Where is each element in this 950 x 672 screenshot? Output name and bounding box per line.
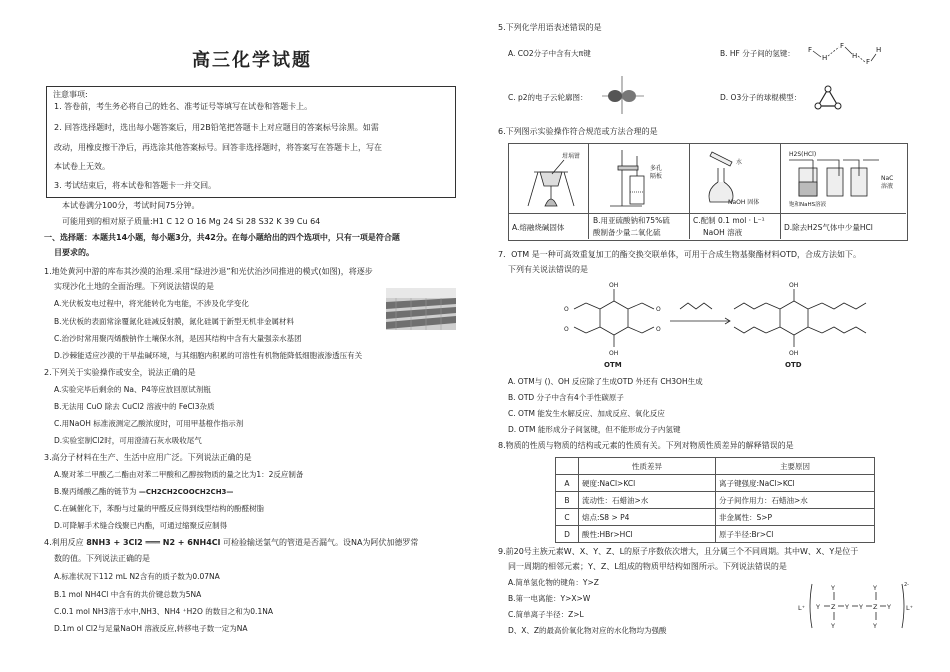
otd-label: OTD xyxy=(785,361,802,369)
section-heading-cont: 目要求的。 xyxy=(54,248,94,257)
apparatus-label: 隔板 xyxy=(650,173,663,180)
q7-stem: 7．OTM 是一种可高效重复加工的酯交换交联单体，可用于合成生物基聚酯材料OTD，合成方法如下。 xyxy=(498,250,862,259)
svg-text:OH: OH xyxy=(609,282,619,289)
q4-reaction-formula: 8NH3 + 3Cl2 ═══ N2 + 6NH4Cl xyxy=(86,538,221,547)
q3-option-b-text: B.聚丙烯酸乙酯的链节为 xyxy=(54,487,137,496)
svg-text:OH: OH xyxy=(609,350,619,357)
hf-hydrogen-bond-diagram xyxy=(806,38,888,68)
compound-structure-diagram xyxy=(798,578,918,634)
section-heading: 一、选择题：本题共14小题，每小题3分，共42分。在每小题给出的四个选项中，只有一项是符合题 xyxy=(44,233,400,242)
q2-option-b: B.无法用 CuO 除去 CuCl2 溶液中的 FeCl3杂质 xyxy=(54,402,215,411)
q4-option-b: B.1 mol NH4Cl 中含有的共价键总数为5NA xyxy=(54,590,202,599)
notice-line: 3. 考试结束后，将本试卷和答题卡一并交回。 xyxy=(54,181,217,190)
svg-text:Y: Y xyxy=(859,603,863,611)
svg-text:F: F xyxy=(866,58,871,66)
atomic-masses: 可能用到的相对原子质量:H1 C 12 O 16 Mg 24 Si 28 S32 K 39 Cu 64 xyxy=(62,217,321,226)
q1-stem: 实现沙化土地的全面治理。下列说法错误的是 xyxy=(54,282,214,291)
table-cell: 非金属性：S>P xyxy=(716,509,875,526)
q6-caption-c: NaOH 溶液 xyxy=(703,228,743,237)
cation-label: L⁺ xyxy=(798,604,806,612)
svg-text:O: O xyxy=(564,306,569,313)
anion-charge: 2- xyxy=(904,582,909,588)
svg-text:Y: Y xyxy=(873,584,877,592)
q1-stem: 1.地处黄河中游的库布其沙漠的治理.采用“绿进沙退”和光伏治沙同推进的模式(如图)，将逐步 xyxy=(44,267,373,276)
q9-option-d: D、X、Z的最高价氧化物对应的水化物均为强酸 xyxy=(508,626,667,635)
table-row xyxy=(556,526,875,543)
table-cell: 离子键强度:NaCl>KCl xyxy=(716,475,875,492)
svg-text:Y: Y xyxy=(831,622,835,630)
svg-text:OH: OH xyxy=(789,350,799,357)
q6-caption-c: C.配制 0.1 mol · L⁻¹ xyxy=(693,216,765,225)
table-cell: B xyxy=(556,492,579,509)
svg-text:H: H xyxy=(852,52,858,60)
apparatus-label: 坩埚钳 xyxy=(562,153,581,160)
q1-option-a: A.光伏板发电过程中，将光能转化为电能，不涉及化学变化 xyxy=(54,299,249,308)
q9-stem: 9.前20号主族元素W、X、Y、Z、L的原子序数依次增大，且分属三个不同周期。其中W、X、Y是位于 xyxy=(498,547,859,556)
svg-text:OH: OH xyxy=(789,282,799,289)
q1-option-d: D.沙棘能适应沙漠的干旱盐碱环境，与其细胞内积累的可溶性有机物能降低细胞液渗透压有关 xyxy=(54,351,363,360)
q2-option-d: D.实验室制Cl2时，可用澄清石灰水吸收尾气 xyxy=(54,436,202,445)
svg-text:O: O xyxy=(656,306,661,313)
q5-option-d: D. O3分子的球棍模型： xyxy=(720,93,802,102)
q5-option-a: A. CO2分子中含有大π键 xyxy=(508,49,591,58)
svg-text:H: H xyxy=(876,46,882,54)
solar-panel-photo xyxy=(386,288,456,330)
svg-text:O: O xyxy=(564,326,569,333)
crucible-apparatus-icon xyxy=(512,146,586,212)
notice-line: 本试卷上无效。 xyxy=(54,162,110,171)
gas-generator-apparatus-icon xyxy=(592,146,686,212)
p-orbital-icon xyxy=(598,72,648,118)
apparatus-label: 水 xyxy=(736,159,743,166)
q2-option-a: A.实验完毕后剩余的 Na、P4等应放回原试剂瓶 xyxy=(54,385,211,394)
q1-option-b: B.光伏板的表面常涂覆氮化硅减反射膜，氮化硅属于新型无机非金属材料 xyxy=(54,317,295,326)
table-cell: 流动性：石蜡油>水 xyxy=(579,492,716,509)
q3-option-d: D.可降解手术缝合线聚已内酯，可通过缩聚反应制得 xyxy=(54,521,228,530)
q4-stem: 数的值。下列说法正确的是 xyxy=(54,554,150,563)
table-cell: 熔点:S8 > P4 xyxy=(579,509,716,526)
svg-text:Y: Y xyxy=(845,603,849,611)
apparatus-label: NaOH 固体 xyxy=(728,199,760,206)
apparatus-label: 饱和NaHS溶液 xyxy=(789,202,827,208)
q3-stem: 3.高分子材料在生产、生活中应用广泛。下列说法正确的是 xyxy=(44,453,252,462)
table-row xyxy=(556,492,875,509)
q6-caption-b: 酸制备少量二氧化硫 xyxy=(593,228,661,237)
exam-info: 本试卷满分100分，考试时间75分钟。 xyxy=(62,201,200,210)
svg-text:Y: Y xyxy=(816,603,820,611)
svg-text:Z: Z xyxy=(831,603,836,611)
divider xyxy=(588,143,589,239)
apparatus-label: 溶液 xyxy=(881,183,894,190)
q3-option-a: A.聚对苯二甲酸乙二酯由对苯二甲酸和乙醇按物质的量之比为1：2反应制备 xyxy=(54,470,304,479)
q9-option-c: C.简单离子半径：Z>L xyxy=(508,610,584,619)
svg-text:Y: Y xyxy=(887,603,891,611)
table-cell: 硬度:NaCl>KCl xyxy=(579,475,716,492)
q4-stem-post: 可检验输送氯气的管道是否漏气。设NA为阿伏加德罗常 xyxy=(222,538,419,547)
notice-line: 改动，用橡皮擦干净后，再选涂其他答案标号。回答非选择题时，将答案写在答题卡上，写在 xyxy=(54,143,382,152)
svg-text:O: O xyxy=(656,326,661,333)
svg-text:F: F xyxy=(840,42,845,50)
q8-stem: 8.物质的性质与物质的结构或元素的性质有关。下列对物质性质差异的解释错误的是 xyxy=(498,441,794,450)
apparatus-label: H2S(HCl) xyxy=(789,151,817,158)
q9-stem: 同一周期的相邻元素；Y、Z、L组成的物质甲结构如图所示。下列说法错误的是 xyxy=(508,562,787,571)
q9-option-a: A.简单氢化物的键角：Y>Z xyxy=(508,578,599,587)
table-header-row xyxy=(556,458,875,475)
q4-stem xyxy=(44,537,418,549)
cation-label: L⁺ xyxy=(906,604,914,612)
q4-option-c: C.0.1 mol NH3溶于水中,NH3、NH4 ⁺H2O 的数目之和为0.1NA xyxy=(54,607,273,616)
q4-stem-pre: 4.利用反应 xyxy=(44,538,84,547)
volumetric-flask-icon xyxy=(692,146,778,212)
q1-option-c: C.治沙时常用聚丙烯酸钠作土壤保水剂，是因其结构中含有大量强亲水基团 xyxy=(54,334,302,343)
q5-option-b: B. HF 分子间的氢键： xyxy=(720,49,795,58)
otm-synthesis-scheme xyxy=(540,279,890,369)
q9-option-b: B.第一电离能：Y>X>W xyxy=(508,594,591,603)
q7-option-a: A. OTM与 ()、OH 反应除了生成OTD 外还有 CH3OH生成 xyxy=(508,377,703,386)
q7-option-d: D. OTM 能形成分子间氢键，但不能形成分子内氢键 xyxy=(508,425,681,434)
gas-washing-apparatus-icon xyxy=(783,146,903,212)
table-cell: 原子半径:Br>Cl xyxy=(716,526,875,543)
divider xyxy=(508,213,906,214)
table-row xyxy=(556,509,875,526)
q7-option-c: C. OTM 能发生水解反应、加成反应、氧化反应 xyxy=(508,409,665,418)
ozone-ball-stick-model xyxy=(812,84,844,112)
divider xyxy=(689,143,690,239)
table-cell: D xyxy=(556,526,579,543)
table-cell: C xyxy=(556,509,579,526)
q3-option-c: C.在碱催化下，苯酚与过量的甲醛反应得到线型结构的酚醛树脂 xyxy=(54,504,265,513)
q6-caption-a: A.熔融烧碱固体 xyxy=(512,223,565,232)
q5-stem: 5.下列化学用语表述错误的是 xyxy=(498,23,602,32)
table-cell: A xyxy=(556,475,579,492)
q7-stem: 下列有关说法错误的是 xyxy=(508,265,588,274)
otm-label: OTM xyxy=(604,361,622,369)
table-header-cell: 性质差异 xyxy=(579,458,716,475)
table-cell: 酸性:HBr>HCl xyxy=(579,526,716,543)
svg-text:Y: Y xyxy=(831,584,835,592)
divider xyxy=(780,143,781,239)
q3-option-b xyxy=(54,486,233,498)
exam-title: 高三化学试题 xyxy=(192,50,312,71)
q6-stem: 6.下列图示实验操作符合规范或方法合理的是 xyxy=(498,127,658,136)
svg-text:Z: Z xyxy=(873,603,878,611)
table-row xyxy=(556,475,875,492)
svg-text:Y: Y xyxy=(873,622,877,630)
q5-option-c: C. p2的电子云轮廓图： xyxy=(508,93,588,102)
notice-line: 2. 回答选择题时，选出每小题答案后，用2B铅笔把答题卡上对应题目的答案标号涂黑。如需 xyxy=(54,123,379,132)
q4-option-d: D.1m ol Cl2与足量NaOH 溶液反应,转移电子数一定为NA xyxy=(54,624,248,633)
q2-option-c: C.用NaOH 标准液测定乙酸浓度时，可用甲基橙作指示剂 xyxy=(54,419,244,428)
svg-text:F: F xyxy=(808,46,813,54)
q2-stem: 2.下列关于实验操作或安全，说法正确的是 xyxy=(44,368,196,377)
q7-option-b: B. OTD 分子中含有4个手性碳原子 xyxy=(508,393,624,402)
q8-table xyxy=(555,457,875,543)
notice-header: 注意事项: xyxy=(53,90,88,99)
q4-option-a: A.标准状况下112 mL N2含有的质子数为0.07NA xyxy=(54,572,220,581)
apparatus-label: 多孔 xyxy=(650,165,663,172)
q6-caption-b: B.用亚硫酸钠和75%硫 xyxy=(593,216,670,225)
table-header-cell: 主要原因 xyxy=(716,458,875,475)
notice-line: 1. 答卷前，考生务必将自己的姓名、准考证号等填写在试卷和答题卡上。 xyxy=(54,102,313,111)
table-cell: 分子间作用力：石蜡油>水 xyxy=(716,492,875,509)
svg-text:H: H xyxy=(822,54,828,62)
q6-caption-d: D.除去H2S气体中少量HCl xyxy=(784,223,873,232)
q3-option-b-formula: —CH2CH2COOCH2CH3— xyxy=(138,488,234,496)
apparatus-label: NaC xyxy=(881,175,894,182)
table-header-cell xyxy=(556,458,579,475)
